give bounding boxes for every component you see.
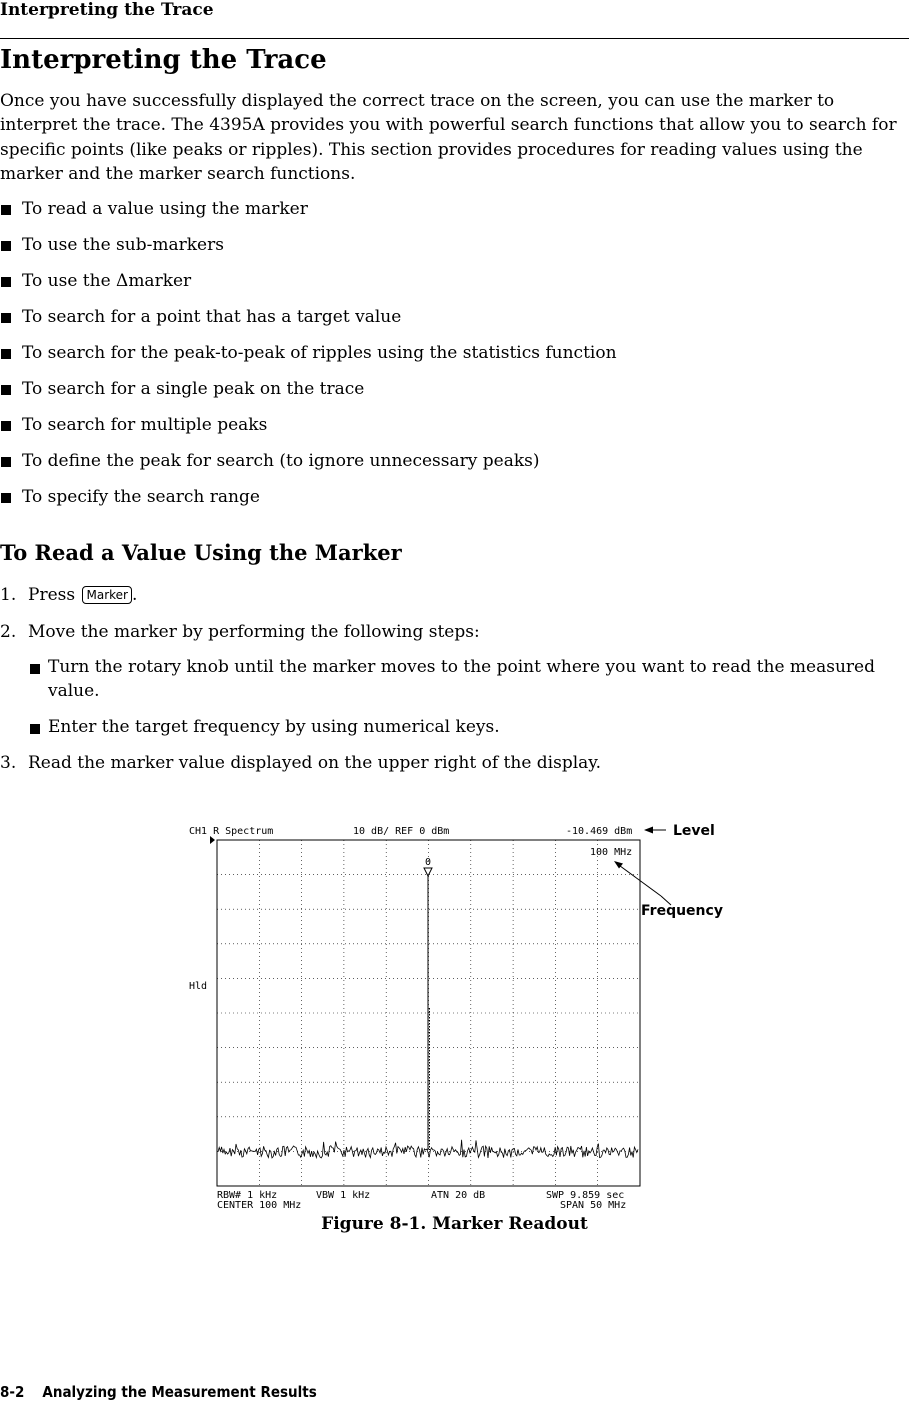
list-item: To use the Δmarker <box>0 269 617 305</box>
ref-pointer-icon <box>210 836 215 844</box>
list-item: Turn the rotary knob until the marker moves to the point where you want to read the measured value. <box>28 655 888 715</box>
step-text: Move the marker by performing the following steps: <box>28 622 480 642</box>
marker-key: Marker <box>82 586 131 604</box>
header-channel: CH1 R Spectrum <box>189 826 274 837</box>
intro-paragraph: Once you have successfully displayed the correct trace on the screen, you can use the marker to interpret the trace. The 4395A provides you with powerful search functions that allow you to search for specific points (like peaks or ripples). This section provides procedures for reading values using the marker and the marker search functions. <box>0 91 897 184</box>
list-item: To define the peak for search (to ignore unnecessary peaks) <box>0 449 617 485</box>
step-1-label: Press <box>28 585 76 605</box>
list-item: Enter the target frequency by using numerical keys. <box>28 715 888 751</box>
span-readout: SPAN 50 MHz <box>560 1200 627 1211</box>
step-number: 1. <box>0 585 17 605</box>
header-scale: 10 dB/ REF 0 dBm <box>353 826 450 837</box>
analyzer-screen <box>185 818 730 1213</box>
marker-frequency-readout: 100 MHz <box>590 847 633 858</box>
figure-caption: Figure 8-1. Marker Readout <box>321 1214 588 1234</box>
callout-level: Level <box>673 823 715 839</box>
topic-list <box>0 197 617 521</box>
marker-level-readout: -10.469 dBm <box>566 826 633 837</box>
figure-marker-readout <box>185 818 730 1213</box>
header-rule <box>0 38 909 39</box>
frequency-arrow <box>616 863 661 896</box>
running-head: Interpreting the Trace <box>0 0 214 20</box>
step-text: Read the marker value displayed on the upper right of the display. <box>28 753 602 773</box>
arrow-head-icon <box>644 827 653 834</box>
page-number: 8-2 <box>0 1383 25 1401</box>
hold-indicator: Hld <box>189 981 208 992</box>
callout-frequency: Frequency <box>641 903 723 919</box>
step-2-substeps <box>28 655 888 751</box>
center-frequency-readout: CENTER 100 MHz <box>217 1200 302 1211</box>
list-item: To search for multiple peaks <box>0 413 617 449</box>
sweep-time-readout: SWP 9.859 sec <box>546 1190 625 1201</box>
rbw-readout: RBW# 1 kHz <box>217 1190 278 1201</box>
list-item: To specify the search range <box>0 485 617 521</box>
list-item: To search for the peak-to-peak of ripples using the statistics function <box>0 341 617 377</box>
page-footer <box>0 1383 335 1401</box>
step-text <box>28 583 137 607</box>
list-item: To search for a point that has a target value <box>0 305 617 341</box>
attenuation-readout: ATN 20 dB <box>431 1190 486 1201</box>
chapter-title: Analyzing the Measurement Results <box>42 1383 317 1401</box>
marker-number: 0 <box>425 857 432 868</box>
step-number: 2. <box>0 622 17 642</box>
step-1-end: . <box>131 585 138 605</box>
section-title: Interpreting the Trace <box>0 45 327 75</box>
vbw-readout: VBW 1 kHz <box>316 1190 371 1201</box>
procedure-title: To Read a Value Using the Marker <box>0 540 402 565</box>
list-item: To read a value using the marker <box>0 197 617 233</box>
list-item: To search for a single peak on the trace <box>0 377 617 413</box>
step-number: 3. <box>0 753 17 773</box>
list-item: To use the sub-markers <box>0 233 617 269</box>
